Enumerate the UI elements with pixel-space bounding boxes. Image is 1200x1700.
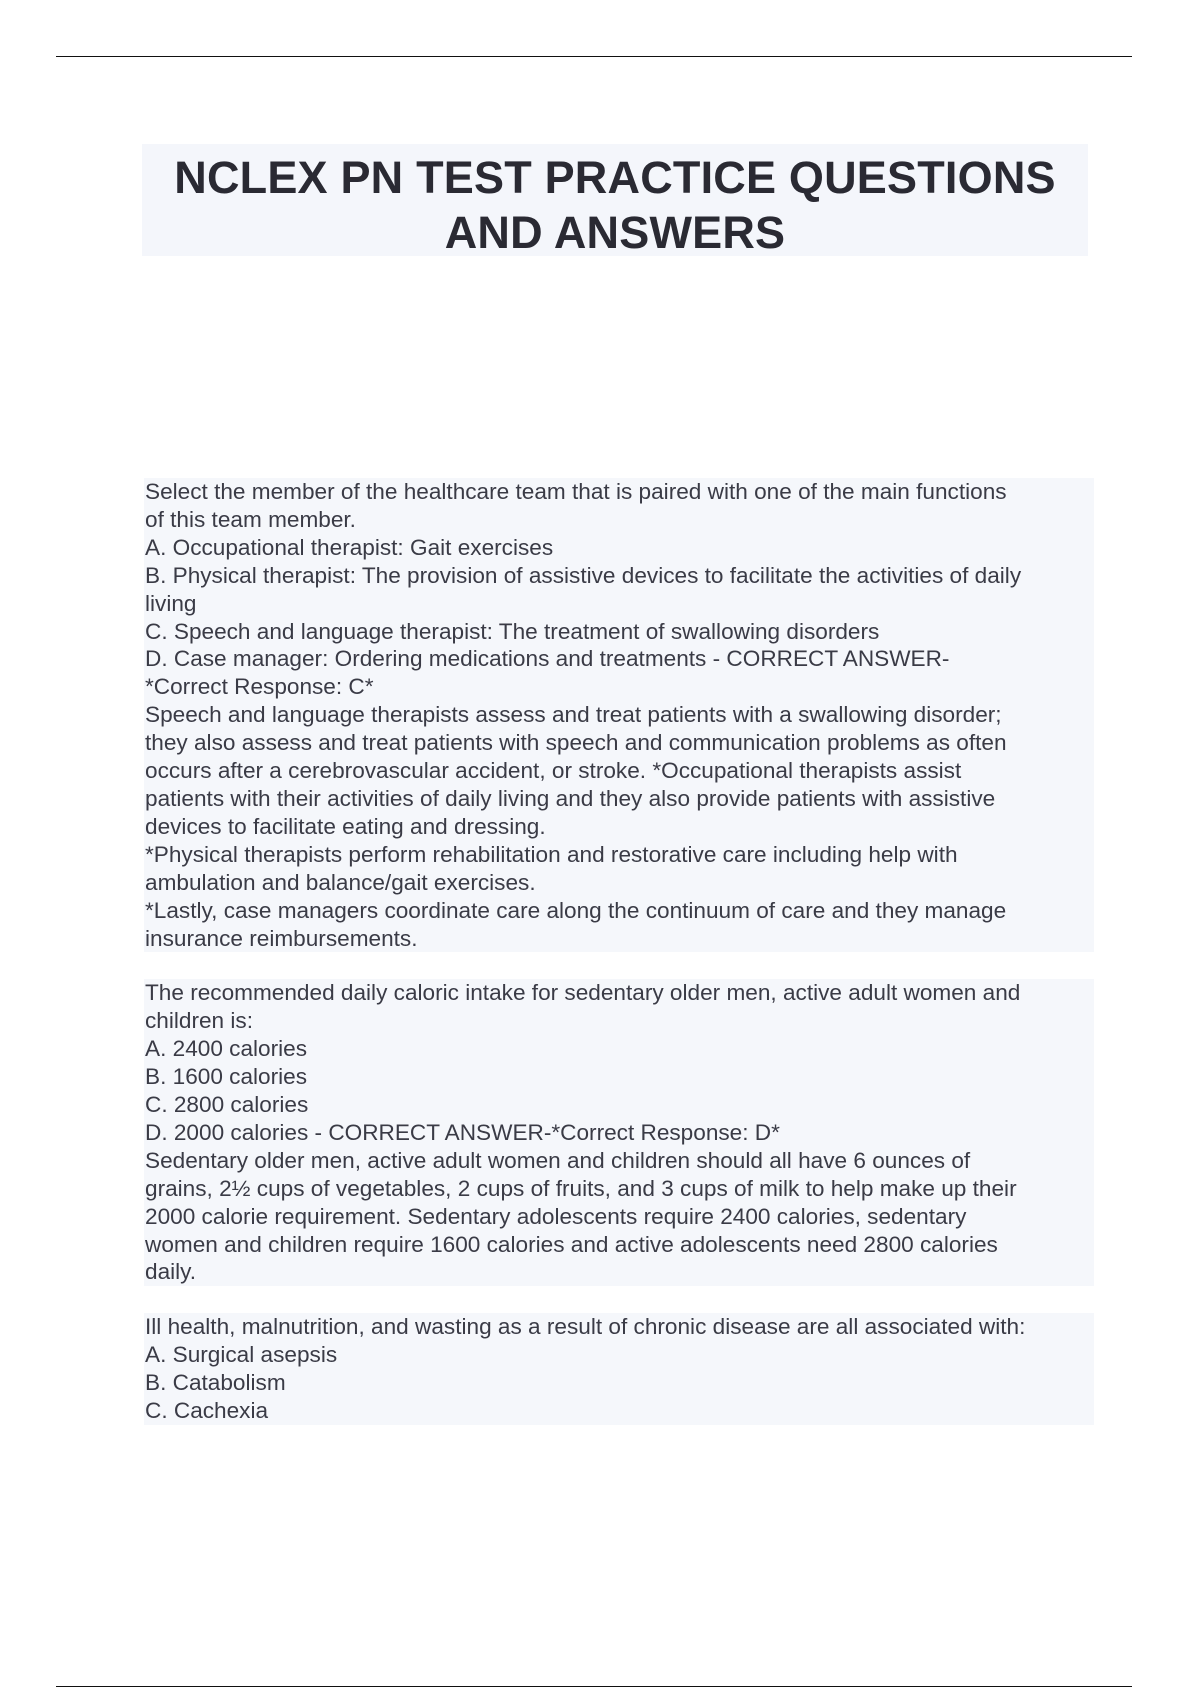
question-1-option-b: living	[144, 590, 1094, 618]
question-1-explanation: Speech and language therapists assess and treat patients with a swallowing disorder;	[144, 701, 1094, 729]
question-2-explanation: daily.	[144, 1258, 1094, 1286]
bottom-rule	[56, 1686, 1132, 1687]
question-1-line: Select the member of the healthcare team that is paired with one of the main functions	[144, 478, 1094, 506]
title-line-2: AND ANSWERS	[444, 207, 786, 258]
question-1-option-d: D. Case manager: Ordering medications and treatments - CORRECT ANSWER-	[144, 645, 1094, 673]
question-1-option-a: A. Occupational therapist: Gait exercises	[144, 534, 1094, 562]
question-2-option-b: B. 1600 calories	[144, 1063, 1094, 1091]
question-1-explanation: *Physical therapists perform rehabilitation and restorative care including help with	[144, 841, 1094, 869]
question-2-explanation: 2000 calorie requirement. Sedentary adolescents require 2400 calories, sedentary	[144, 1203, 1094, 1231]
question-block-2	[144, 979, 1094, 1286]
question-block-1	[144, 478, 1094, 952]
top-rule	[56, 56, 1132, 57]
question-3-option-c: C. Cachexia	[144, 1397, 1094, 1425]
questions-content	[144, 478, 1094, 1425]
question-3-option-a: A. Surgical asepsis	[144, 1341, 1094, 1369]
question-2-line: children is:	[144, 1007, 1094, 1035]
question-3-line: Ill health, malnutrition, and wasting as a result of chronic disease are all associated with:	[144, 1313, 1094, 1341]
question-2-explanation: Sedentary older men, active adult women and children should all have 6 ounces of	[144, 1147, 1094, 1175]
question-1-explanation: they also assess and treat patients with speech and communication problems as often	[144, 729, 1094, 757]
question-block-3	[144, 1313, 1094, 1425]
question-2-option-d: D. 2000 calories - CORRECT ANSWER-*Correct Response: D*	[144, 1119, 1094, 1147]
question-2-explanation: grains, 2½ cups of vegetables, 2 cups of fruits, and 3 cups of milk to help make up their	[144, 1175, 1094, 1203]
question-2-option-a: A. 2400 calories	[144, 1035, 1094, 1063]
question-1-option-b: B. Physical therapist: The provision of assistive devices to facilitate the activities of daily	[144, 562, 1094, 590]
question-1-option-c: C. Speech and language therapist: The treatment of swallowing disorders	[144, 618, 1094, 646]
question-1-explanation: ambulation and balance/gait exercises.	[144, 869, 1094, 897]
question-1-explanation: patients with their activities of daily living and they also provide patients with assistive	[144, 785, 1094, 813]
question-1-explanation: occurs after a cerebrovascular accident, or stroke. *Occupational therapists assist	[144, 757, 1094, 785]
question-3-option-b: B. Catabolism	[144, 1369, 1094, 1397]
question-2-option-c: C. 2800 calories	[144, 1091, 1094, 1119]
question-2-explanation: women and children require 1600 calories and active adolescents need 2800 calories	[144, 1231, 1094, 1259]
question-1-explanation: *Lastly, case managers coordinate care along the continuum of care and they manage	[144, 897, 1094, 925]
question-1-explanation: devices to facilitate eating and dressing.	[144, 813, 1094, 841]
question-1-explanation: insurance reimbursements.	[144, 925, 1094, 953]
document-title	[142, 144, 1088, 260]
title-line-1: NCLEX PN TEST PRACTICE QUESTIONS	[174, 152, 1056, 203]
title-banner	[142, 144, 1088, 256]
question-1-correct-response: *Correct Response: C*	[144, 673, 1094, 701]
question-1-line: of this team member.	[144, 506, 1094, 534]
question-2-line: The recommended daily caloric intake for sedentary older men, active adult women and	[144, 979, 1094, 1007]
